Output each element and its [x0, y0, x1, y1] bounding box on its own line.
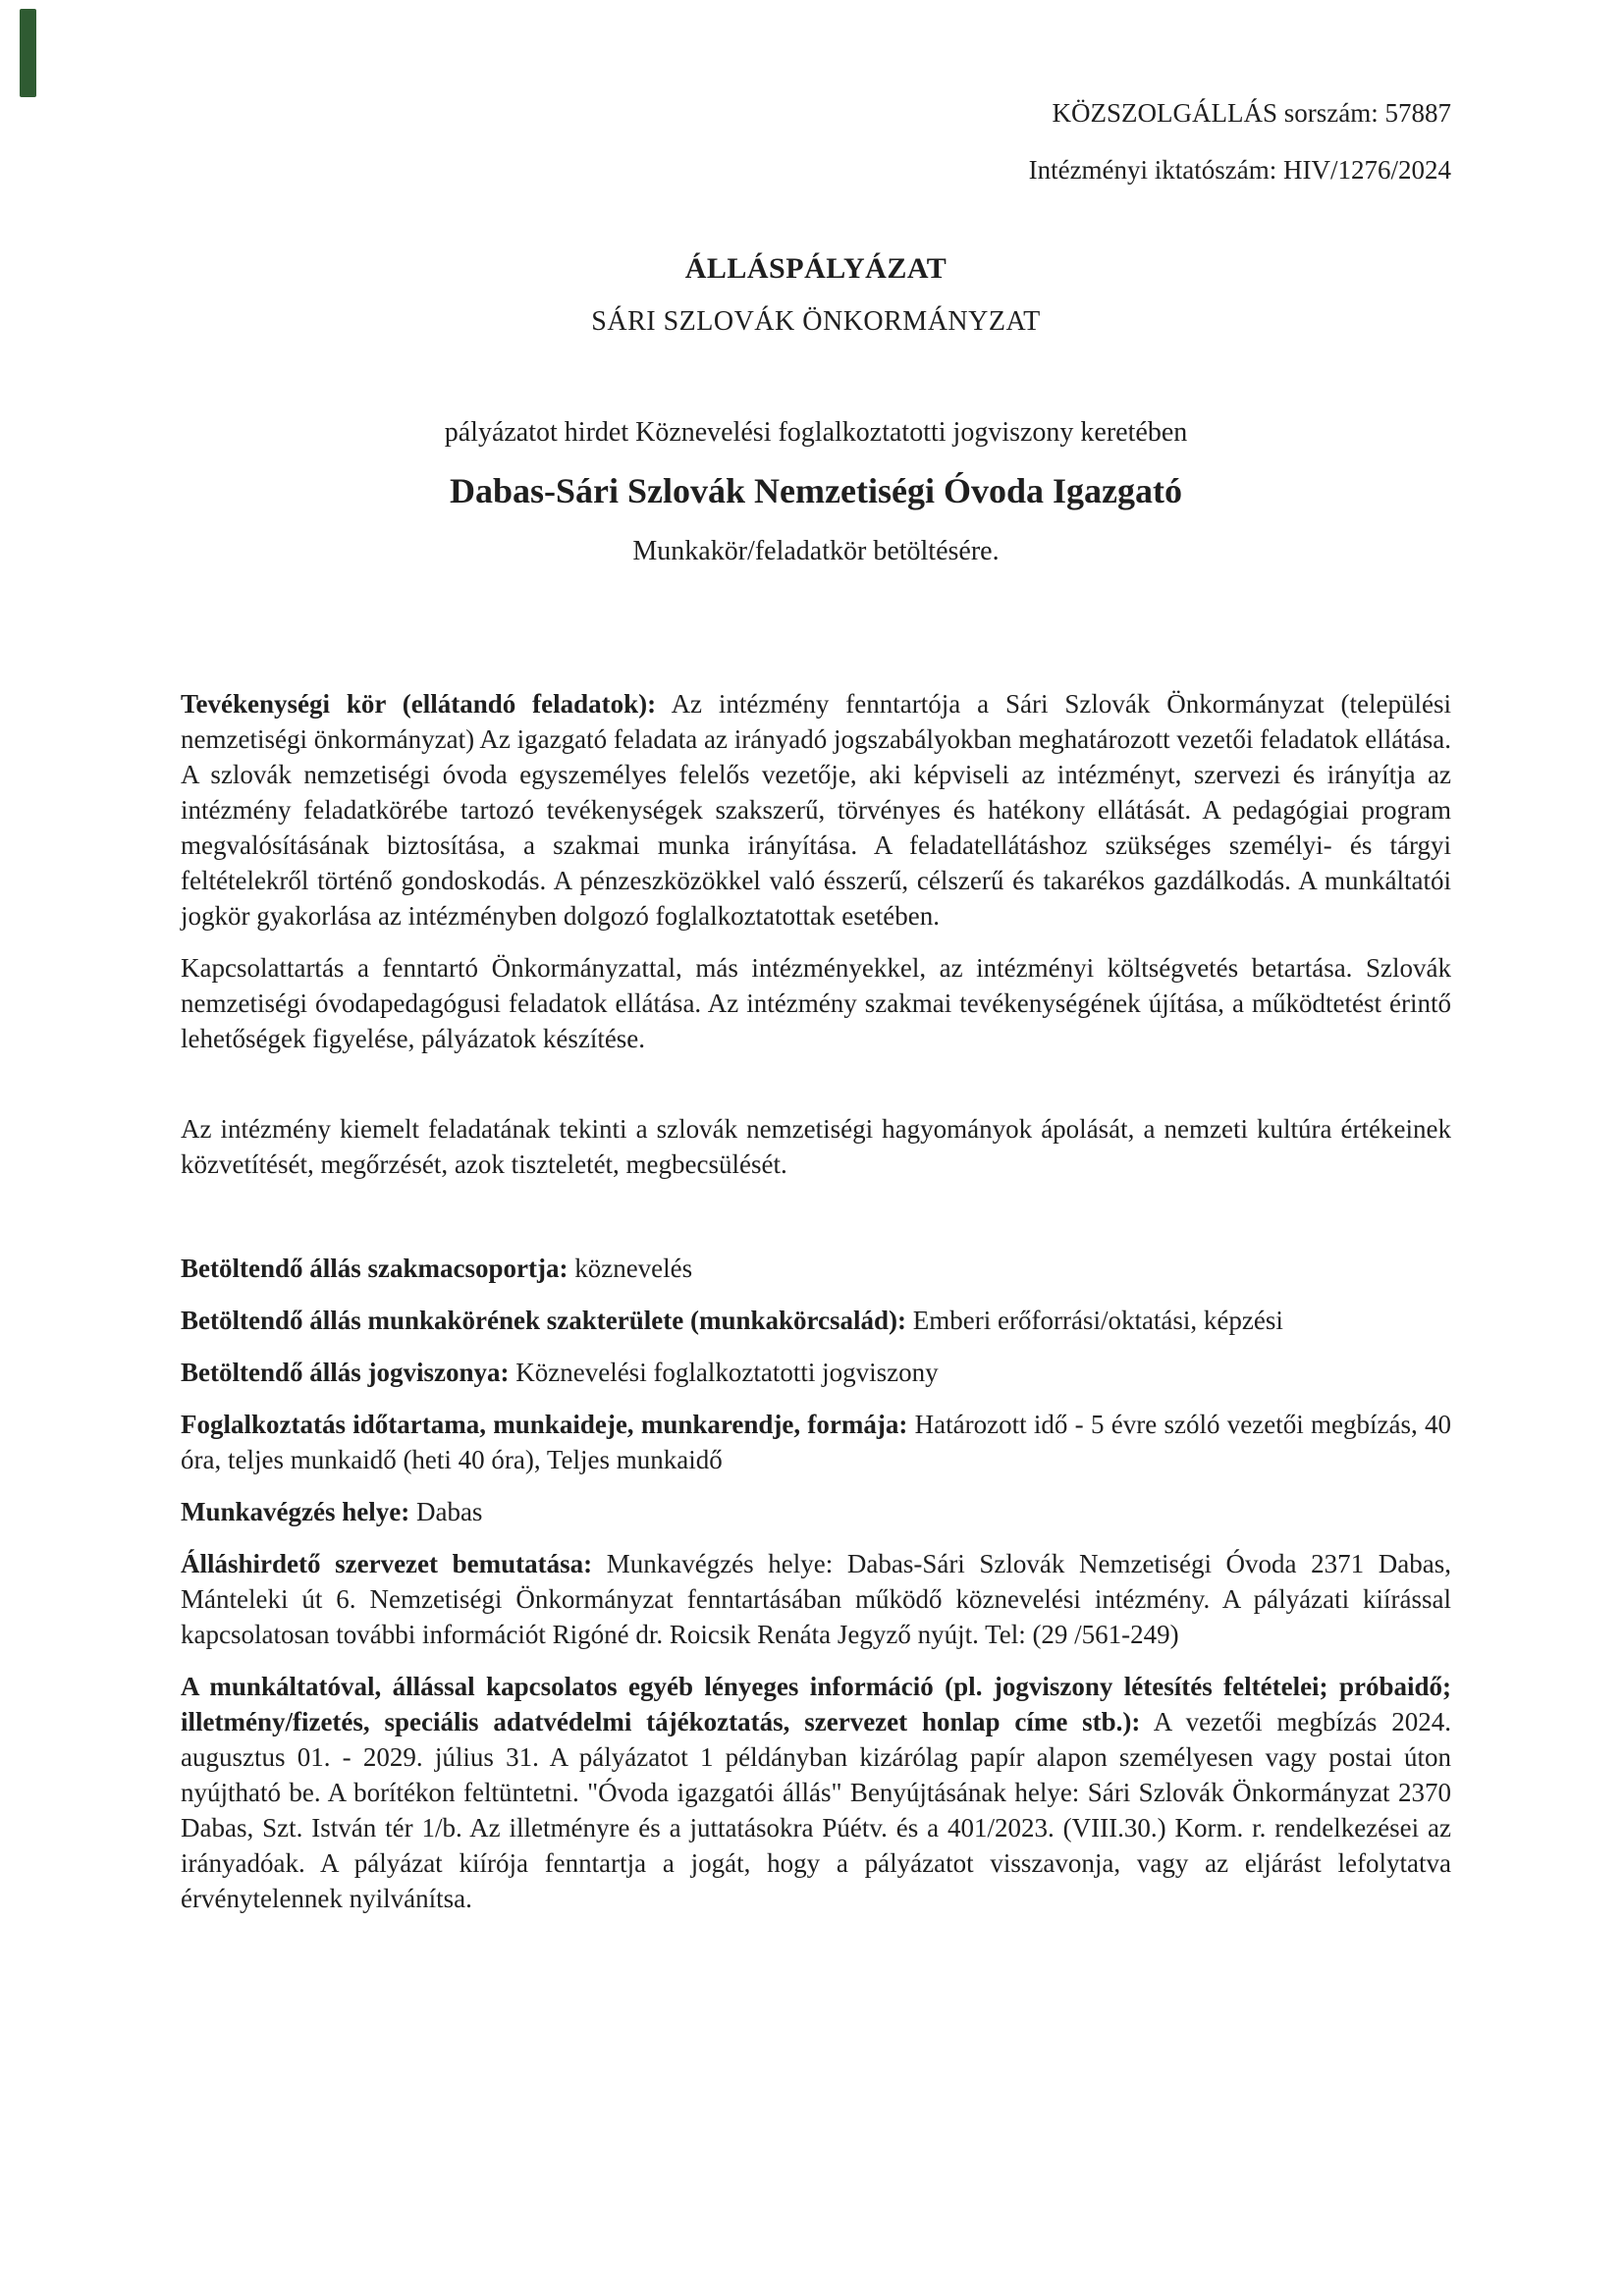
- section-text: köznevelés: [574, 1254, 693, 1283]
- position-title: Dabas-Sári Szlovák Nemzetiségi Óvoda Igazgató: [450, 471, 1182, 510]
- section-label: Álláshirdető szervezet bemutatása:: [181, 1549, 593, 1578]
- section-szakterulet: [181, 1303, 1451, 1338]
- position-subtitle: Munkakör/feladatkör betöltésére.: [632, 536, 1000, 566]
- section-text: A vezetői megbízás 2024. augusztus 01. - 2029. július 31. A pályázatot 1 példányban kizárólag papír alapon személyesen vagy postai úton nyújtható be. A borítékon feltüntetni. "Óvoda igazgatói állás" Benyújtásának helye: Sári Szlovák Önkormányzat 2370 Dabas, Szt. István tér 1/b. Az illetményre és a juttatásokra Púétv. és a 401/2023. (VIII.30.) Korm. r. rendelkezései az irányadóak. A pályázat kiírója fenntartja a jogát, hogy a pályázatot visszavonja, vagy az eljárást lefolytatva érvénytelennek nyilvánítsa.: [181, 1707, 1451, 1913]
- section-label: A munkáltatóval, állással kapcsolatos egyéb lényeges információ (pl. jogviszony létesítés feltételei; próbaidő; illetmény/fizetés, speciális adatvédelmi tájékoztatás, szervezet honlap címe stb.):: [181, 1672, 1451, 1736]
- section-kapcsolattartas: [181, 950, 1451, 1056]
- section-text: Kapcsolattartás a fenntartó Önkormányzattal, más intézményekkel, az intézményi költségvetés betartása. Szlovák nemzetiségi óvodapedagógusi feladatok ellátása. Az intézmény szakmai tevékenységének újítása, a működtetést érintő lehetőségek figyelése, pályázatok készítése.: [181, 953, 1451, 1053]
- announcement-line: pályázatot hirdet Köznevelési foglalkoztatotti jogviszony keretében: [444, 417, 1188, 448]
- green-highlight-marker: [20, 9, 36, 97]
- section-label: Foglalkoztatás időtartama, munkaideje, munkarendje, formája:: [181, 1410, 908, 1439]
- organization-name: SÁRI SZLOVÁK ÖNKORMÁNYZAT: [591, 306, 1041, 337]
- document-header: [181, 98, 1451, 185]
- section-allashirdeto-szervezet: [181, 1546, 1451, 1652]
- section-szakmacsoport: [181, 1251, 1451, 1286]
- section-egyeb-informacio: [181, 1669, 1451, 1916]
- section-label: Tevékenységi kör (ellátandó feladatok):: [181, 689, 657, 719]
- page-title: ÁLLÁSPÁLYÁZAT: [684, 252, 947, 285]
- document-body: [181, 686, 1451, 1916]
- registry-number-line: Intézményi iktatószám: HIV/1276/2024: [1028, 155, 1451, 185]
- section-munkavegzes-helye: [181, 1494, 1451, 1529]
- section-foglalkoztatas: [181, 1407, 1451, 1477]
- section-text: Határozott idő - 5 évre szóló vezetői megbízás, 40 óra, teljes munkaidő (heti 40 óra), Teljes munkaidő: [181, 1410, 1452, 1474]
- serial-number-line: KÖZSZOLGÁLLÁS sorszám: 57887: [1052, 98, 1451, 128]
- section-text: Munkavégzés helye: Dabas-Sári Szlovák Nemzetiségi Óvoda 2371 Dabas, Mánteleki út 6. Nemzetiségi Önkormányzat fenntartásában működő köznevelési intézmény. A pályázati kiírással kapcsolatosan további információt Rigóné dr. Roicsik Renáta Jegyző nyújt. Tel: (29 /561-249): [181, 1549, 1451, 1649]
- section-text: Emberi erőforrási/oktatási, képzési: [912, 1306, 1283, 1335]
- section-kiemelt-feladat: [181, 1111, 1451, 1182]
- section-label: Betöltendő állás munkakörének szakterülete (munkakörcsalád):: [181, 1306, 907, 1335]
- section-label: Betöltendő állás jogviszonya:: [181, 1358, 510, 1387]
- section-label: Munkavégzés helye:: [181, 1497, 410, 1526]
- section-text: Dabas: [415, 1497, 483, 1526]
- section-text: Az intézmény kiemelt feladatának tekinti a szlovák nemzetiségi hagyományok ápolását, a nemzeti kultúra értékeinek közvetítését, megőrzését, azok tiszteletét, megbecsülését.: [181, 1114, 1451, 1179]
- section-text: Köznevelési foglalkoztatotti jogviszony: [515, 1358, 939, 1387]
- section-label: Betöltendő állás szakmacsoportja:: [181, 1254, 568, 1283]
- section-jogviszony: [181, 1355, 1451, 1390]
- section-text: Az intézmény fenntartója a Sári Szlovák Önkormányzat (települési nemzetiségi önkormányzat) Az igazgató feladata az irányadó jogszabályokban meghatározott vezetői feladatok ellátása. A szlovák nemzetiségi óvoda egyszemélyes felelős vezetője, aki képviseli az intézményt, szervezi és irányítja az intézmény feladatkörébe tartozó tevékenységek szakszerű, törvényes és hatékony ellátását. A pedagógiai program megvalósításának biztosítása, a szakmai munka irányítása. A feladatellátáshoz szükséges személyi- és tárgyi feltételekről történő gondoskodás. A pénzeszközökkel való ésszerű, célszerű és takarékos gazdálkodás. A munkáltatói jogkör gyakorlása az intézményben dolgozó foglalkoztatottak esetében.: [181, 689, 1451, 931]
- section-tevekenysegi-kor: [181, 686, 1451, 934]
